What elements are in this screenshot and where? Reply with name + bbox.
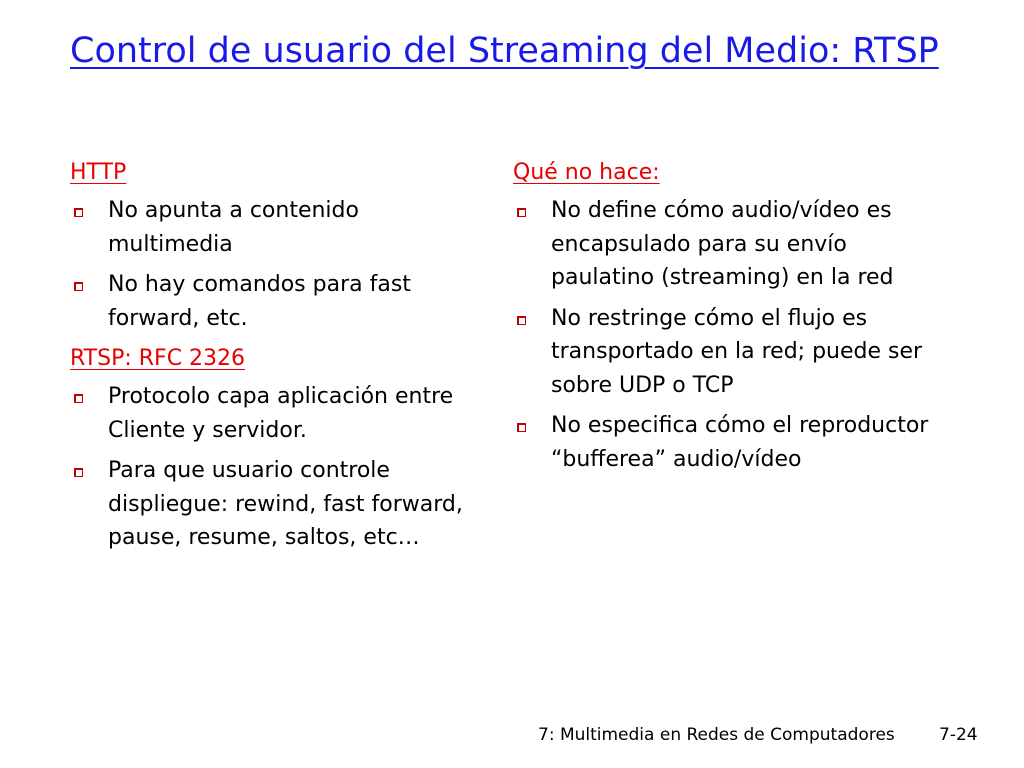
square-bullet-icon — [517, 316, 526, 325]
square-bullet-icon — [74, 208, 83, 217]
square-bullet-icon — [517, 423, 526, 432]
slide-title: Control de usuario del Streaming del Medio: RTSP — [70, 31, 939, 71]
left-column — [70, 156, 490, 562]
list-item: Para que usuario controle displiegue: rewind, fast forward, pause, resume, saltos, etc… — [70, 454, 490, 555]
footer-page-number: 7-24 — [939, 725, 978, 745]
list-item: No especifica cómo el reproductor “bufferea” audio/vídeo — [513, 409, 943, 476]
http-bullet-list — [70, 194, 490, 335]
rtsp-bullet-list — [70, 380, 490, 555]
limitations-bullet-list — [513, 194, 943, 476]
right-column — [513, 156, 943, 483]
square-bullet-icon — [74, 468, 83, 477]
square-bullet-icon — [74, 394, 83, 403]
list-item: No hay comandos para fast forward, etc. — [70, 268, 490, 335]
what-it-does-not-do-heading: Qué no hace: — [513, 160, 660, 185]
list-item: No apunta a contenido multimedia — [70, 194, 490, 261]
square-bullet-icon — [517, 208, 526, 217]
list-item: No restringe cómo el flujo es transportado en la red; puede ser sobre UDP o TCP — [513, 302, 943, 403]
footer-course-name: 7: Multimedia en Redes de Computadores — [538, 725, 895, 745]
square-bullet-icon — [74, 282, 83, 291]
http-heading: HTTP — [70, 160, 127, 185]
list-item: No define cómo audio/vídeo es encapsulado para su envío paulatino (streaming) en la red — [513, 194, 943, 295]
list-item: Protocolo capa aplicación entre Cliente y servidor. — [70, 380, 490, 447]
rtsp-heading: RTSP: RFC 2326 — [70, 346, 246, 371]
